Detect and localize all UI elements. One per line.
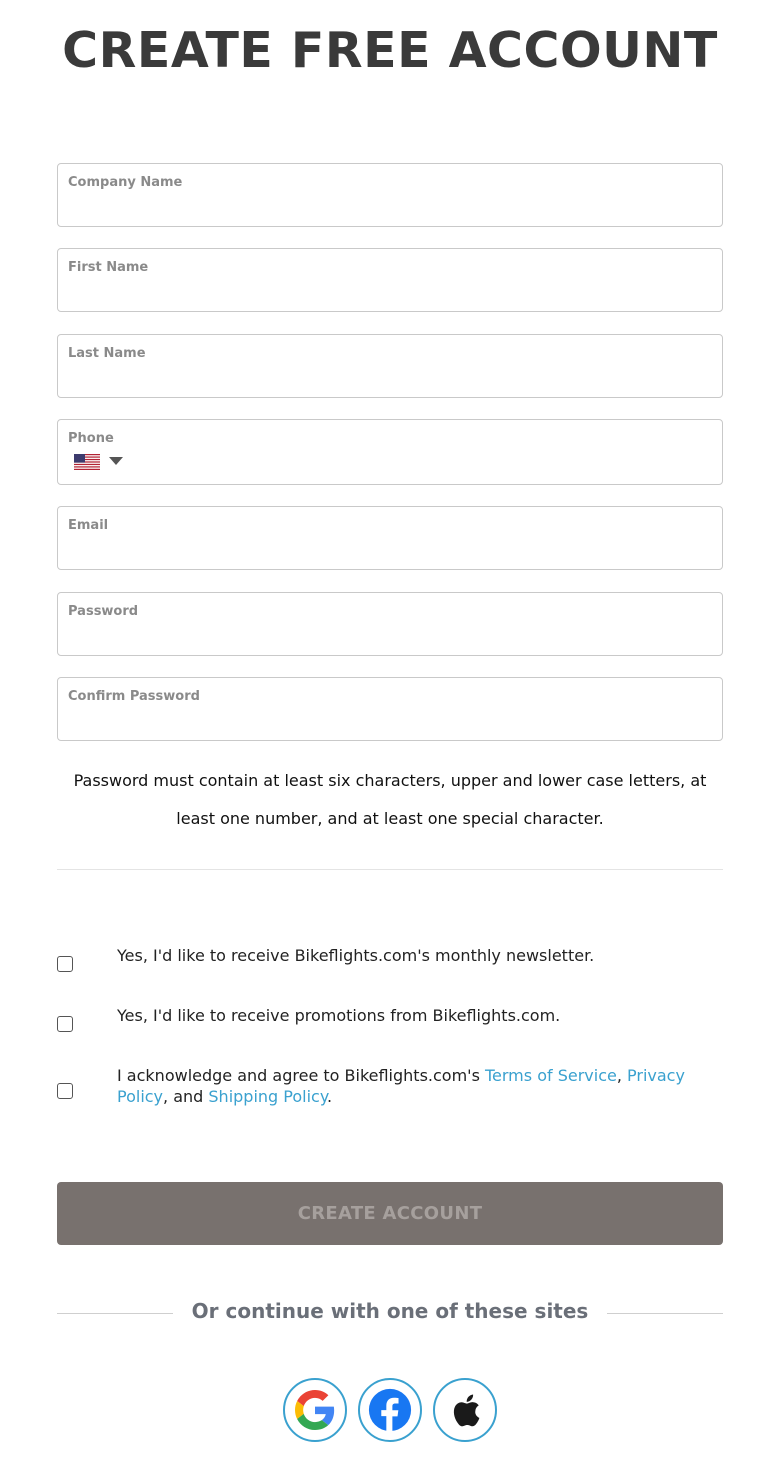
first-name-field[interactable] [57, 248, 723, 312]
promotions-checkbox[interactable] [57, 1016, 73, 1032]
first-name-input[interactable] [68, 283, 712, 305]
first-name-label: First Name [68, 260, 149, 275]
phone-label: Phone [68, 431, 114, 446]
terms-prefix-text: I acknowledge and agree to Bikeflights.com's [117, 1066, 485, 1085]
us-flag-icon[interactable] [74, 454, 100, 470]
create-account-button[interactable] [57, 1182, 723, 1245]
confirm-password-input[interactable] [68, 712, 712, 734]
phone-field[interactable] [57, 419, 723, 485]
shipping-policy-link[interactable]: Shipping Policy [208, 1087, 328, 1106]
page-title: CREATE FREE ACCOUNT [62, 22, 718, 79]
last-name-label: Last Name [68, 346, 146, 361]
password-input[interactable] [68, 627, 712, 649]
newsletter-checkbox[interactable] [57, 956, 73, 972]
last-name-field[interactable] [57, 334, 723, 398]
newsletter-consent-text: Yes, I'd like to receive Bikeflights.com's monthly newsletter. [117, 946, 595, 965]
last-name-input[interactable] [68, 369, 712, 391]
email-field[interactable] [57, 506, 723, 570]
email-label: Email [68, 518, 109, 533]
password-field[interactable] [57, 592, 723, 656]
apple-icon [443, 1388, 487, 1432]
confirm-password-label: Confirm Password [68, 689, 200, 704]
terms-suffix-text: . [327, 1087, 333, 1106]
social-login-heading: Or continue with one of these sites [191, 1299, 589, 1323]
terms-checkbox[interactable] [57, 1083, 73, 1099]
email-input[interactable] [68, 541, 712, 563]
google-login-button[interactable] [283, 1378, 347, 1442]
terms-consent-text [117, 1065, 697, 1107]
google-icon [295, 1390, 335, 1430]
create-account-label: CREATE ACCOUNT [297, 1203, 483, 1224]
password-requirements-note: Password must contain at least six characters, upper and lower case letters, at least one number, and at least one special character. [73, 771, 707, 828]
company-name-field[interactable] [57, 163, 723, 227]
phone-input[interactable] [130, 456, 712, 478]
promotions-consent-text: Yes, I'd like to receive promotions from Bikeflights.com. [117, 1006, 561, 1025]
facebook-icon [368, 1388, 412, 1432]
terms-separator-1: , [616, 1066, 627, 1085]
apple-login-button[interactable] [433, 1378, 497, 1442]
company-name-input[interactable] [68, 198, 712, 220]
facebook-login-button[interactable] [358, 1378, 422, 1442]
terms-of-service-link[interactable]: Terms of Service [484, 1066, 617, 1085]
password-label: Password [68, 604, 139, 619]
country-dropdown-caret-icon[interactable] [109, 457, 123, 465]
confirm-password-field[interactable] [57, 677, 723, 741]
section-divider [57, 869, 723, 870]
privacy-policy-link[interactable]: Privacy Policy [117, 1066, 685, 1106]
company-name-label: Company Name [68, 175, 183, 190]
terms-separator-2: , and [163, 1087, 209, 1106]
